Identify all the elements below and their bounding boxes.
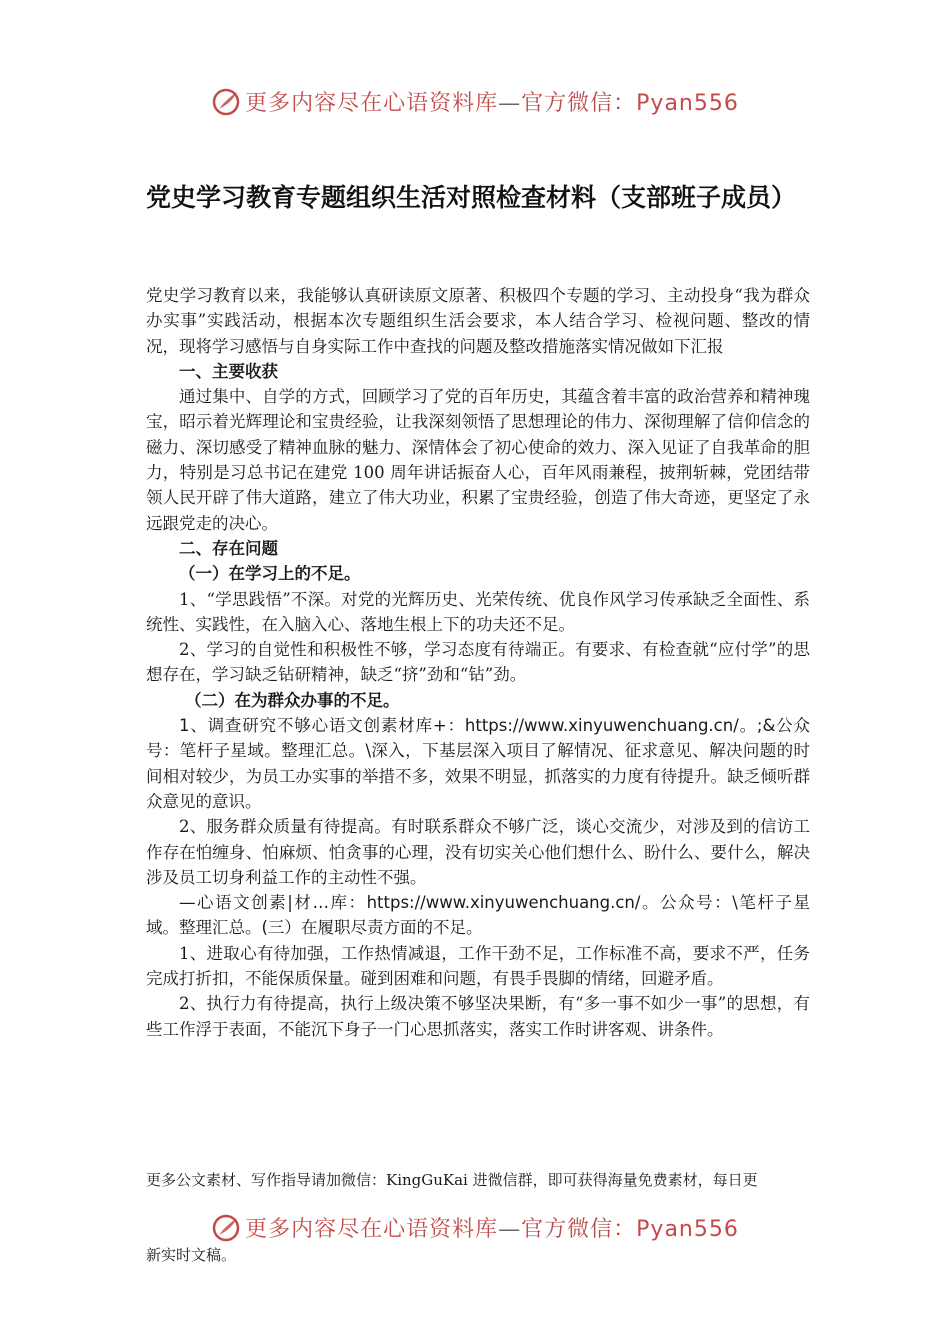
subsection-2-item-1	[146, 713, 810, 814]
subsection-3-item-1: 1、进取心有待加强，工作热情减退，工作干劲不足，工作标准不高，要求不严，任务完成打折扣，不能保质保量。碰到困难和问题，有畏手畏脚的情绪，回避矛盾。	[146, 943, 810, 989]
footer-line-1: 更多公文素材、写作指导请加微信：KingGuKai 进微信群，即可获得海量免费素材，每日更	[146, 1171, 758, 1189]
footer-banner	[0, 1212, 950, 1243]
banner-text: 更多内容尽在心语资料库—官方微信：Pyan556	[245, 91, 739, 116]
subsection-2-item-1-rest: 下基层深入项目了解情况、征求意见、解决问题的时间相对较少，为员工办实事的举措不多，效果不明显，抓落实的力度有待提升。缺乏倾听群众意见的意识。	[146, 741, 811, 811]
feather-logo-icon	[211, 1213, 241, 1243]
subsection-2-item-2: 2、服务群众质量有待提高。有时联系群众不够广泛，谈心交流少，对涉及到的信访工作存在怕缠身、怕麻烦、怕贪事的心理，没有切实关心他们想什么、盼什么、要什么，解决涉及员工切身利益工作的主动性不强。	[146, 817, 810, 887]
subsection-1-item-1: 1、“学思践悟”不深。对党的光辉历史、光荣传统、优良作风学习传承缺乏全面性、系统性、实践性，在入脑入心、落地生根上下的功夫还不足。	[146, 589, 810, 634]
subsection-2-heading: （二）在为群众办事的不足。	[185, 690, 400, 710]
document-body	[146, 283, 810, 1042]
intro-paragraph: 党史学习教育以来，我能够认真研读原文原著、积极四个专题的学习、主动投身“我为群众办实事”实践活动，根据本次专题组织生活会要求，本人结合学习、检视问题、整改的情况，现将学习感悟与自身实际工作中查找的问题及整改措施落实情况做如下汇报	[146, 286, 810, 356]
header-banner	[0, 86, 950, 117]
document-title: 党史学习教育专题组织生活对照检查材料（支部班子成员）	[146, 183, 797, 212]
section-1-body: 通过集中、自学的方式，回顾学习了党的百年历史，其蕴含着丰富的政治营养和精神瑰宝，昭示着光辉理论和宝贵经验，让我深刻领悟了思想理论的伟力、深彻理解了信仰信念的磁力、深切感受了精神血脉的魅力、深情体会了初心使命的效力、深入见证了自我革命的胆力，特别是习总书记在建党 100 周年讲话振奋人心，百年风雨兼程，披荆斩棘，党团结带领人民开辟了伟大道路，建立了伟大功业，积累了宝贵经验，创造了伟大奇迹，更坚定了永远跟党走的决心。	[146, 387, 810, 533]
footer-line-2: 新实时文稿。	[146, 1246, 237, 1264]
subsection-3-item-2: 2、执行力有待提高，执行上级决策不够坚决果断，有“多一事不如少一事”的思想，有些工作浮于表面，不能沉下身子一门心思抓落实，落实工作时讲客观、讲条件。	[146, 994, 810, 1039]
feather-logo-icon	[211, 87, 241, 117]
subsection-1-heading: （一）在学习上的不足。	[179, 564, 361, 584]
subsection-3-heading: 在履职尽责方面的不足。	[300, 918, 483, 938]
subsection-2-item-3	[146, 890, 810, 941]
subsection-2-item-1-lead: 1、调查研究不够心语文创素材库+：https://www.xinyuwenchuang.cn/。;&公众号：笔杆子星域。整理汇总。\深入，	[146, 716, 810, 761]
section-1-heading: 一、主要收获	[179, 361, 278, 381]
section-2-heading: 二、存在问题	[179, 538, 278, 558]
subsection-1-item-2: 2、学习的自觉性和积极性不够，学习态度有待端正。有要求、有检查就“应付学”的思想存在，学习缺乏钻研精神，缺乏“挤”劲和“钻”劲。	[146, 640, 810, 685]
subsection-2-item-3-lead: —心语文创素|材…库：https://www.xinyuwenchuang.cn/。公众号：\笔杆子星域。整理汇总。(三）	[146, 893, 810, 938]
banner-text: 更多内容尽在心语资料库—官方微信：Pyan556	[245, 1217, 739, 1242]
